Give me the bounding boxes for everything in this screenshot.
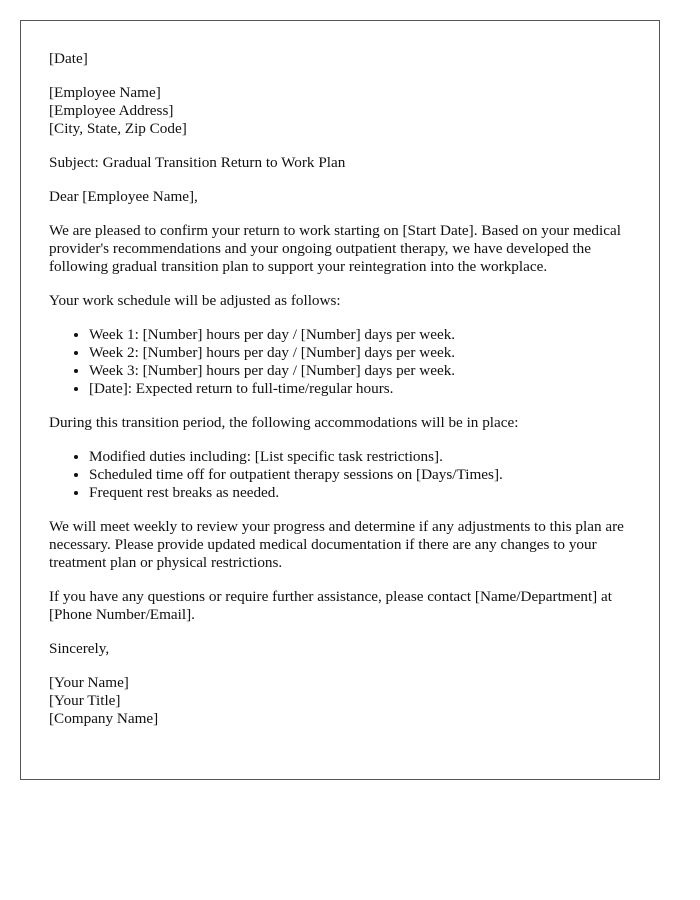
schedule-item: • Week 3: [Number] hours per day / [Number] days per week. — [89, 362, 631, 380]
schedule-item: • Week 1: [Number] hours per day / [Number] days per week. — [89, 326, 631, 344]
letter-subject: Subject: Gradual Transition Return to Work Plan — [49, 154, 346, 171]
accommodation-item: • Modified duties including: [List specific task restrictions]. — [89, 448, 631, 466]
schedule-list — [49, 326, 631, 398]
schedule-intro: Your work schedule will be adjusted as follows: — [49, 292, 341, 309]
schedule-item: • Week 2: [Number] hours per day / [Number] days per week. — [89, 344, 631, 362]
contact-paragraph: If you have any questions or require further assistance, please contact [Name/Department] at [Phone Number/Email]. — [49, 588, 612, 623]
letter-date: [Date] — [49, 50, 88, 67]
accommodation-item: • Scheduled time off for outpatient therapy sessions on [Days/Times]. — [89, 466, 631, 484]
accommodations-list — [49, 448, 631, 502]
review-paragraph: We will meet weekly to review your progress and determine if any adjustments to this plan are necessary. Please provide updated medical documentation if there are any changes to your treatment plan or physical restrictions. — [49, 518, 624, 571]
letter-closing: Sincerely, — [49, 640, 110, 657]
schedule-item: • [Date]: Expected return to full-time/regular hours. — [89, 380, 631, 398]
signature-title: [Your Title] — [49, 692, 121, 709]
signature-name: [Your Name] — [49, 674, 129, 691]
signature-block — [49, 674, 631, 728]
recipient-city-state-zip: [City, State, Zip Code] — [49, 120, 187, 137]
recipient-address: [Employee Address] — [49, 102, 174, 119]
letter-salutation: Dear [Employee Name], — [49, 188, 198, 205]
signature-company: [Company Name] — [49, 710, 159, 727]
accommodation-item: • Frequent rest breaks as needed. — [89, 484, 631, 502]
intro-paragraph: We are pleased to confirm your return to work starting on [Start Date]. Based on your medical provider's recommendations and your ongoing outpatient therapy, we have developed the following gradual transition plan to support your reintegration into the workplace. — [49, 222, 621, 275]
letter-document — [20, 20, 660, 780]
recipient-block — [49, 84, 631, 138]
accommodations-intro: During this transition period, the following accommodations will be in place: — [49, 414, 519, 431]
recipient-name: [Employee Name] — [49, 84, 161, 101]
